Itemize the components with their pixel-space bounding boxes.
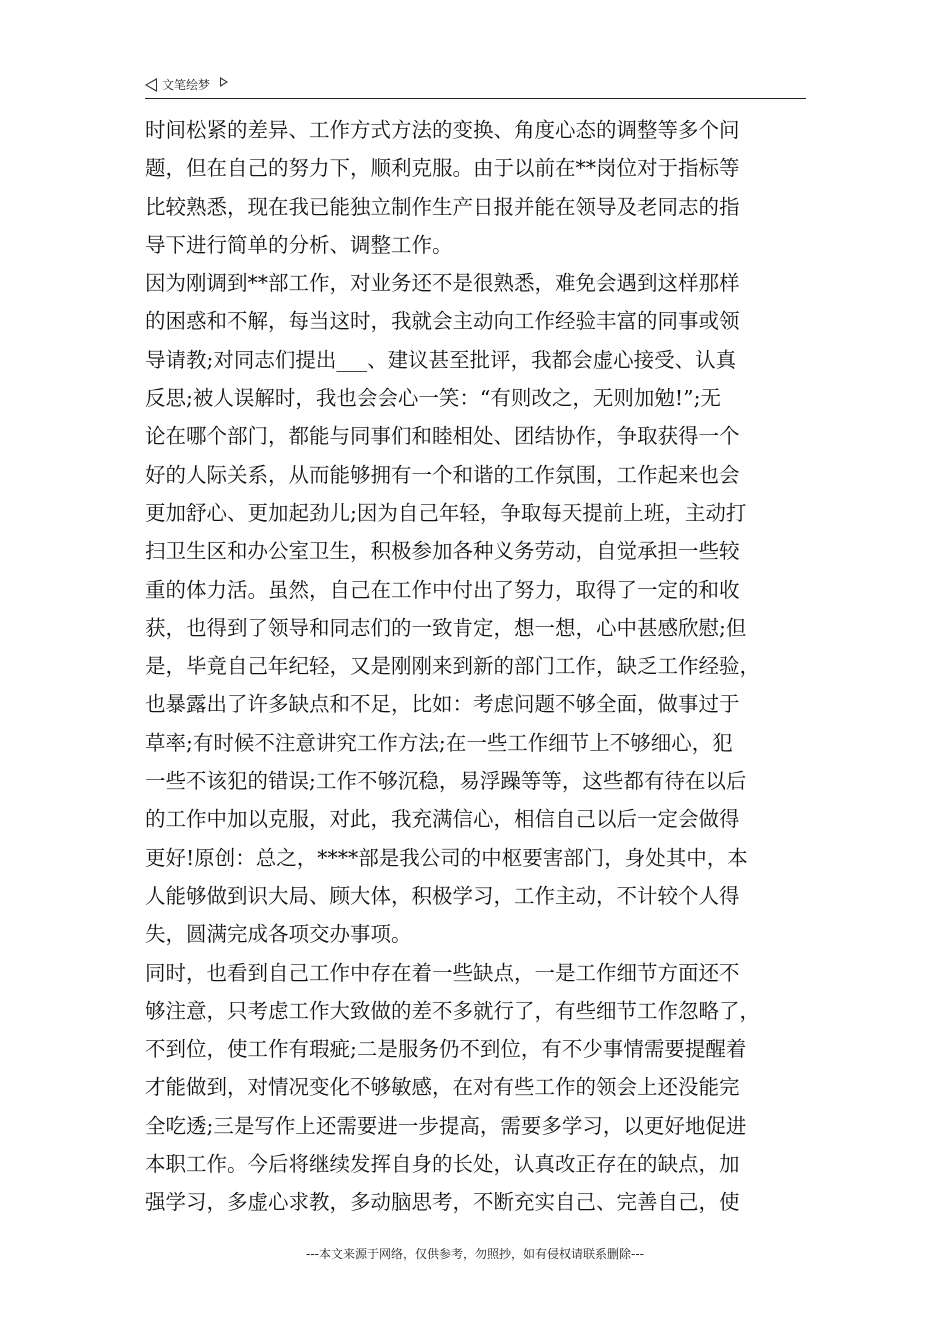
text-line: 时间松紧的差异、工作方式方法的变换、角度心态的调整等多个问 <box>145 118 740 142</box>
text-line: 扫卫生区和办公室卫生，积极参加各种义务劳动，自觉承担一些较 <box>145 539 740 564</box>
text-line: 论在哪个部门，都能与同事们和睦相处、团结协作，争取获得一个 <box>145 424 740 449</box>
text-line: 更好!原创：总之，****部是我公司的中枢要害部门，身处其中，本 <box>145 845 748 870</box>
text-line: 重的体力活。虽然，自己在工作中付出了努力，取得了一定的和收 <box>145 577 740 602</box>
text-line: 更加舒心、更加起劲儿;因为自己年轻，争取每天提前上班，主动打 <box>145 500 747 525</box>
left-triangle-icon <box>145 78 157 92</box>
text-line: 导下进行简单的分析、调整工作。 <box>145 232 453 257</box>
text-line: 的困惑和不解，每当这时，我就会主动向工作经验丰富的同事或领 <box>145 309 740 334</box>
text-line: 够注意，只考虑工作大致做的差不多就行了，有些细节工作忽略了， <box>145 998 760 1023</box>
text-line: 是，毕竟自己年纪轻，又是刚刚来到新的部门工作，缺乏工作经验， <box>145 654 760 679</box>
text-line: 人能够做到识大局、顾大体，积极学习，工作主动，不计较个人得 <box>145 883 740 908</box>
text-line: 因为刚调到**部工作，对业务还不是很熟悉，难免会遇到这样那样 <box>145 271 740 296</box>
header-title: 文笔绘梦 <box>162 78 211 92</box>
text-line: 好的人际关系，从而能够拥有一个和谐的工作氛围，工作起来也会 <box>145 462 740 487</box>
text-line: 同时，也看到自己工作中存在着一些缺点，一是工作细节方面还不 <box>145 960 740 985</box>
header-brand <box>145 76 228 93</box>
text-line: 强学习，多虚心求教，多动脑思考，不断充实自己、完善自己，使 <box>145 1190 740 1215</box>
text-line: 导请教;对同志们提出___、建议甚至批评，我都会虚心接受、认真 <box>145 347 737 372</box>
text-line: 反思;被人误解时，我也会会心一笑：“有则改之，无则加勉!”;无 <box>145 386 722 411</box>
text-line: 获，也得到了领导和同志们的一致肯定，想一想，心中甚感欣慰;但 <box>145 615 747 640</box>
text-line: 才能做到，对情况变化不够敏感，在对有些工作的领会上还没能完 <box>145 1075 740 1100</box>
text-line: 草率;有时候不注意讲究工作方法;在一些工作细节上不够细心，犯 <box>145 730 733 755</box>
document-body <box>145 111 806 1222</box>
page-header <box>145 74 806 99</box>
text-line: 失，圆满完成各项交办事项。 <box>145 922 412 947</box>
text-line: 不到位，使工作有瑕疵;二是服务仍不到位，有不少事情需要提醒着 <box>145 1037 747 1062</box>
right-triangle-icon <box>220 77 228 87</box>
text-line: 本职工作。今后将继续发挥自身的长处，认真改正存在的缺点，加 <box>145 1152 740 1177</box>
text-line: 比较熟悉，现在我已能独立制作生产日报并能在领导及老同志的指 <box>145 194 740 219</box>
text-line: 一些不该犯的错误;工作不够沉稳，易浮躁等等，这些都有待在以后 <box>145 769 747 794</box>
text-line: 的工作中加以克服，对此，我充满信心，相信自己以后一定会做得 <box>145 807 740 832</box>
text-line: 题，但在自己的努力下，顺利克服。由于以前在**岗位对于指标等 <box>145 156 740 181</box>
text-line: 也暴露出了许多缺点和不足，比如：考虑问题不够全面，做事过于 <box>145 692 740 717</box>
text-line: 全吃透;三是写作上还需要进一步提高，需要多学习，以更好地促进 <box>145 1113 747 1138</box>
footer-disclaimer: ---本文来源于网络，仅供参考，勿照抄，如有侵权请联系删除--- <box>306 1247 644 1261</box>
